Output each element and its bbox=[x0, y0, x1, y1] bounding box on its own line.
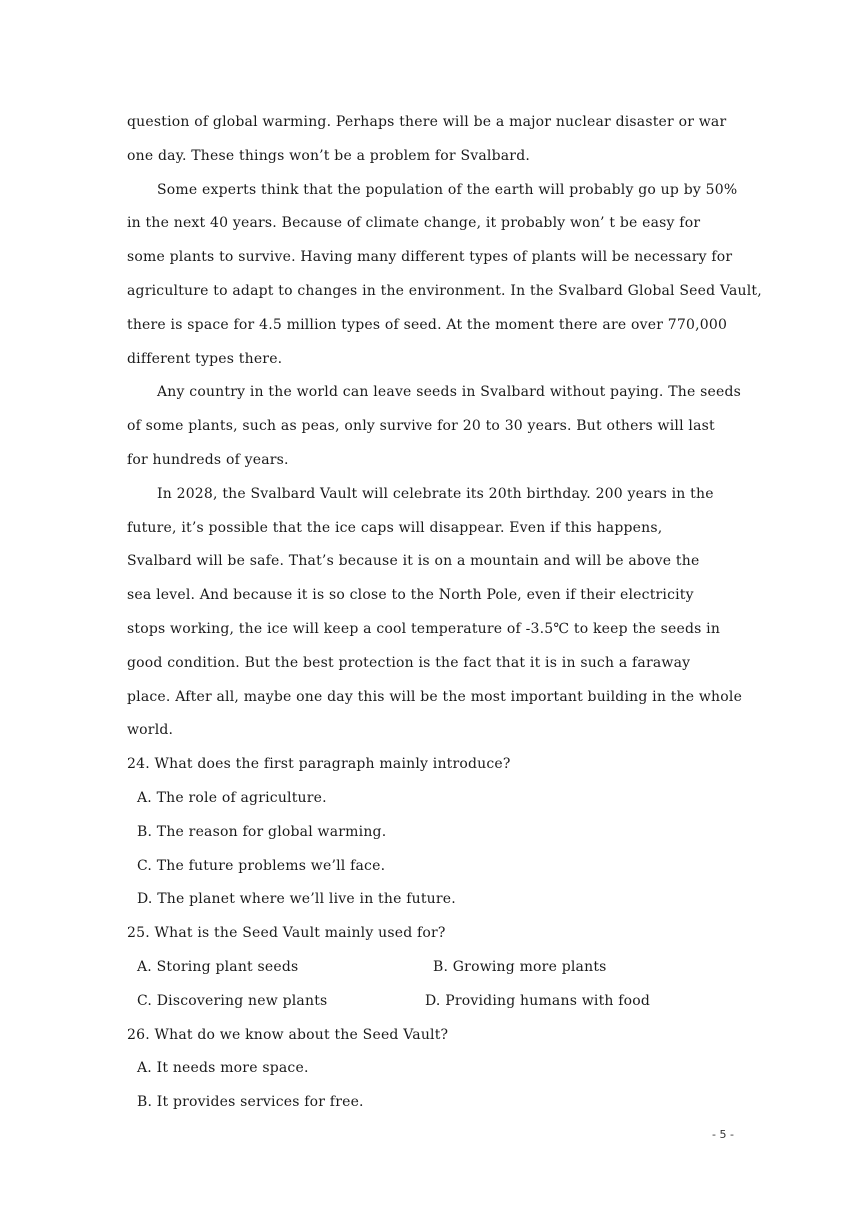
passage-line: Any country in the world can leave seeds in Svalbard without paying. The seeds bbox=[157, 384, 742, 401]
passage-line: of some plants, such as peas, only survive for 20 to 30 years. But others will last bbox=[127, 418, 715, 435]
question-24-option-a: A. The role of agriculture. bbox=[137, 789, 327, 806]
question-24-option-c: C. The future problems we’ll face. bbox=[137, 857, 386, 874]
passage-line: future, it’s possible that the ice caps will disappear. Even if this happens, bbox=[127, 519, 663, 536]
passage-line: Some experts think that the population of the earth will probably go up by 50% bbox=[157, 181, 738, 198]
passage-line: Svalbard will be safe. That’s because it is on a mountain and will be above the bbox=[127, 553, 700, 570]
passage-line: in the next 40 years. Because of climate change, it probably won’ t be easy for bbox=[127, 215, 701, 232]
passage-line: sea level. And because it is so close to the North Pole, even if their electricity bbox=[127, 587, 694, 604]
question-25-option-b: B. Growing more plants bbox=[433, 958, 607, 975]
passage-line: world. bbox=[127, 722, 174, 739]
passage-line: one day. These things won’t be a problem for Svalbard. bbox=[127, 147, 531, 164]
passage-line: place. After all, maybe one day this will be the most important building in the whole bbox=[127, 688, 743, 705]
passage-line: question of global warming. Perhaps there will be a major nuclear disaster or war bbox=[127, 114, 727, 130]
question-26-option-b: B. It provides services for free. bbox=[137, 1094, 364, 1111]
passage-line: In 2028, the Svalbard Vault will celebrate its 20th birthday. 200 years in the bbox=[157, 485, 714, 502]
question-25-options-row-1 bbox=[127, 953, 733, 987]
question-25-option-d: D. Providing humans with food bbox=[425, 992, 651, 1009]
question-24-option-d: D. The planet where we’ll live in the future. bbox=[137, 891, 456, 908]
question-24-stem: 24. What does the first paragraph mainly introduce? bbox=[127, 756, 511, 773]
question-26-option-a: A. It needs more space. bbox=[137, 1060, 309, 1077]
page-number: - 5 - bbox=[712, 1128, 734, 1141]
passage-line: agriculture to adapt to changes in the environment. In the Svalbard Global Seed Vault, bbox=[127, 282, 762, 299]
question-26-stem: 26. What do we know about the Seed Vault? bbox=[127, 1026, 449, 1043]
question-25-options-row-2 bbox=[127, 987, 733, 1021]
question-24-option-b: B. The reason for global warming. bbox=[137, 823, 387, 840]
page-content bbox=[127, 108, 762, 1122]
passage-line: stops working, the ice will keep a cool temperature of -3.5℃ to keep the seeds in bbox=[127, 620, 721, 637]
passage-line: some plants to survive. Having many different types of plants will be necessary for bbox=[127, 249, 733, 266]
passage-line: for hundreds of years. bbox=[127, 451, 289, 468]
question-25-option-c: C. Discovering new plants bbox=[137, 992, 328, 1009]
passage-line: good condition. But the best protection is the fact that it is in such a faraway bbox=[127, 654, 691, 671]
question-25-stem: 25. What is the Seed Vault mainly used for? bbox=[127, 925, 446, 942]
passage-line: there is space for 4.5 million types of seed. At the moment there are over 770,000 bbox=[127, 316, 728, 333]
question-25-option-a: A. Storing plant seeds bbox=[137, 958, 299, 975]
passage-line: different types there. bbox=[127, 350, 283, 367]
